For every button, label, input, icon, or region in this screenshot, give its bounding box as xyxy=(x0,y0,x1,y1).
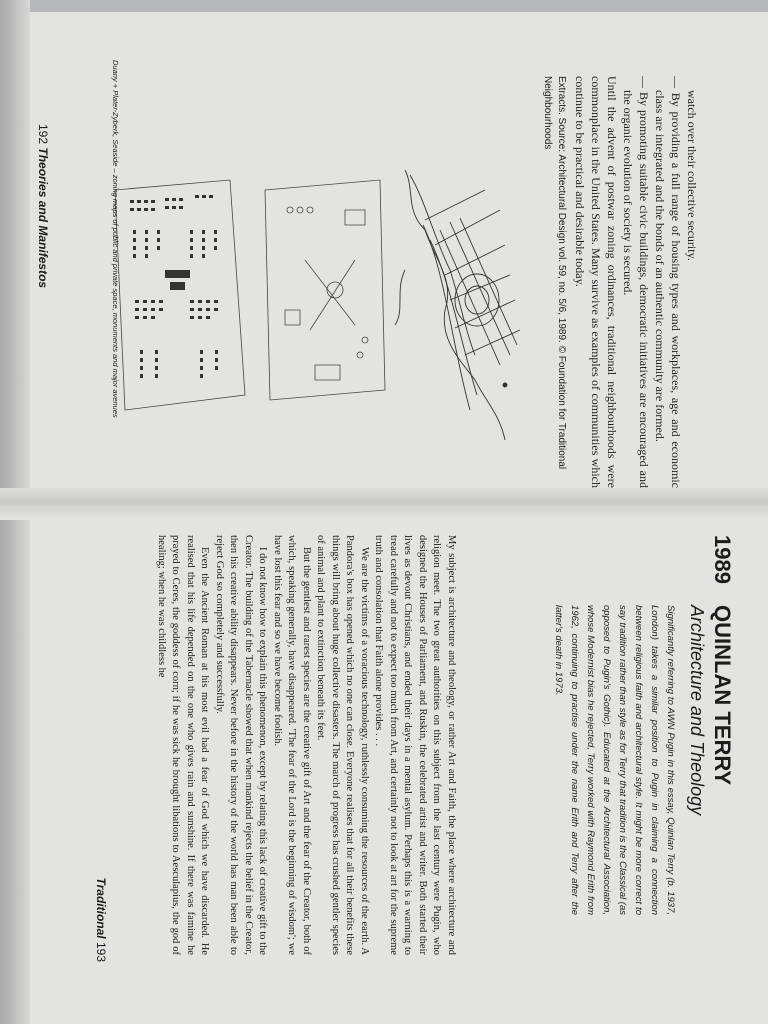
continuation-text: watch over their collective security. xyxy=(685,90,699,261)
coastline-map xyxy=(395,170,520,440)
body-paragraph: Even the Ancient Roman at his most evil had a fear of God which we have discarded. He realised that his life depended on the one who gives rain and sunshine. If there was famine he prayed to Ceres, the goddess of corn; if he was sick he brought libations to Aesculapius, the god of healing; when he was childless he xyxy=(156,535,211,955)
scan-edge xyxy=(0,0,768,12)
right-folio xyxy=(94,742,108,962)
civic-plan xyxy=(265,180,385,400)
left-running-head: Theories and Manifestos xyxy=(36,147,50,289)
right-page xyxy=(485,535,735,915)
figure-caption: Duany + Plater-Zyberk, Seaside – zoning maps of public and private space, monuments and major avenues xyxy=(111,60,120,418)
left-page-number: 192 xyxy=(36,124,50,145)
right-running-head: Traditional xyxy=(94,877,108,939)
heading-row xyxy=(709,535,735,915)
left-folio xyxy=(36,124,50,374)
right-page-number: 193 xyxy=(94,941,108,962)
essay-author: QUINLAN TERRY xyxy=(710,605,735,786)
book-gutter xyxy=(0,488,768,520)
essay-year: 1989 xyxy=(710,535,735,584)
right-page-body xyxy=(138,535,458,955)
body-paragraph: We are the victims of a voracious technology, ruthlessly consuming the resources of the earth. A Pandora's box has opened which no one can close. Everyone realises that for all their benefits these things will bring about huge collective disasters. The march of progress has crushed gentler species of animal and plant to extinction beneath its feet. xyxy=(315,535,370,955)
body-paragraph: I do not know how to explain this phenomenon, except by relating this lack of creative gift to the Creator. The building of the Tabernacle showed that when mankind rejects the belief in the Creator, then his creative ability disappears. Never before in the history of the world has man been able to reject God so completely and successfully. xyxy=(214,535,269,955)
bullet-housing: — By providing a full range of housing types and workplaces, age and economic class are integrated and the bonds of an authentic community are formed. xyxy=(653,76,683,488)
body-paragraph: My subject is architecture and theology, or rather Art and Faith, the place where architecture and religion meet. The two great authorities on this subject from the last century were Pugin, who designed the Houses of Parliament, and Ruskin, the celebrated artist and writer. Both started their lives as devout Christians, and ended their days in a mental asylum. Perhaps this is a warning to tread carefully and not to expect too much from Art, and certainly not to look at art for the supreme truth and consolation that Faith alone provides . . . xyxy=(373,535,457,955)
essay-title: Architecture and Theology xyxy=(687,605,707,816)
seaside-plans xyxy=(105,150,545,450)
source-credit: Extracts. Source: Architectural Design vol. 59, no. 5/6, 1989. © Foundation for Traditional Neighbourhoods xyxy=(542,76,567,470)
body-paragraph: But the gentlest and rarest species are the creative gift of Art and the fear of the Creator, both of which, speaking generally, have disappeared. 'The fear of the Lord is the beginning of wisdom'; we have lost this fear and so we have become foolish. xyxy=(272,535,312,955)
closing-paragraph: Until the advent of postwar zoning ordinances, traditional neighbourhoods were commonplace in the United States. Many survive as examples of communities which continue to be practical and desirable today. xyxy=(573,76,619,488)
bullet-civic: — By promoting suitable civic buildings, democratic initiatives are encouraged and the organic evolution of society is secured. xyxy=(621,76,651,488)
private-plan xyxy=(115,180,245,410)
essay-intro: Significantly referring to AWN Pugin in this essay, Quinlan Terry (b. 1937, London) takes a similar position to Pugin in claiming a connection between religious faith and architectural style. It might be more correct to say tradition rather than style as for Terry that tradition is the Classical (as opposed to Pugin's Gothic). Educated at the Architectural Association, whose Modernist bias he rejected, Terry worked with Raymond Erith from 1962, continuing to practise under the name Erith and Terry after the latter's death in 1973. xyxy=(553,605,676,915)
